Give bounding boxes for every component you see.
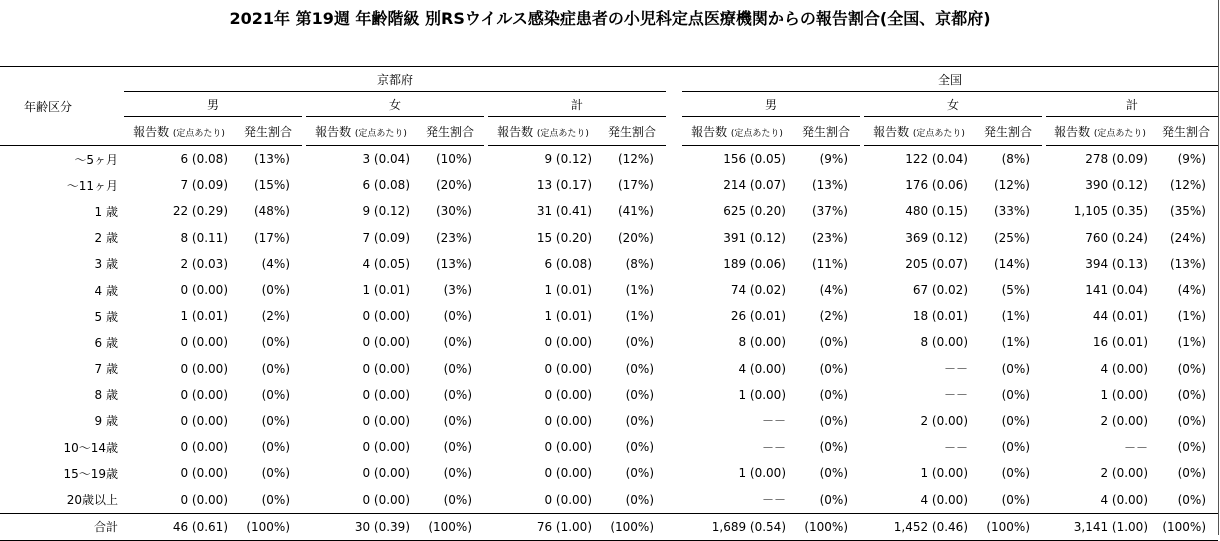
- count-cell: 76 (1.00): [488, 513, 598, 540]
- total-label: 合計: [0, 513, 124, 540]
- rate-cell: (17%): [253, 230, 290, 245]
- count-cell: 4 (0.00): [738, 361, 786, 376]
- rate-cell: (100%): [234, 513, 302, 540]
- subheader-count-label: 報告数: [497, 124, 534, 139]
- rate-cell: (0%): [443, 361, 472, 376]
- rate-cell: (0%): [625, 492, 654, 507]
- count-cell: 1,105 (0.35): [1073, 204, 1148, 219]
- rate-cell: (0%): [1001, 413, 1030, 428]
- table-row: [0, 303, 1218, 329]
- rate-cell: (13%): [435, 256, 472, 271]
- count-cell: 1 (0.01): [544, 283, 592, 298]
- count-cell: 2 (0.00): [1100, 466, 1148, 481]
- count-cell: 6 (0.08): [180, 152, 228, 167]
- count-cell: 4 (0.00): [920, 492, 968, 507]
- rate-cell: (48%): [253, 204, 290, 219]
- sex-header-kyoto-total: 計: [488, 92, 666, 117]
- count-cell: －－: [761, 493, 786, 508]
- count-cell: 1 (0.00): [1100, 387, 1148, 402]
- rate-cell: (20%): [617, 230, 654, 245]
- rate-cell: (100%): [974, 513, 1042, 540]
- count-cell: 0 (0.00): [362, 492, 410, 507]
- count-cell: 4 (0.00): [1100, 361, 1148, 376]
- rate-cell: (0%): [443, 413, 472, 428]
- count-cell: 176 (0.06): [905, 178, 968, 193]
- count-cell: 0 (0.00): [362, 387, 410, 402]
- count-cell: 189 (0.06): [723, 256, 786, 271]
- count-cell: 0 (0.00): [362, 361, 410, 376]
- rate-cell: (10%): [435, 152, 472, 167]
- count-cell: 46 (0.61): [124, 513, 234, 540]
- subheader-count: [306, 117, 416, 146]
- sex-header-kyoto-male: 男: [124, 92, 302, 117]
- rate-cell: (1%): [1001, 335, 1030, 350]
- rate-cell: (3%): [443, 283, 472, 298]
- rate-cell: (12%): [993, 178, 1030, 193]
- count-cell: －－: [761, 414, 786, 429]
- rate-cell: (0%): [1001, 466, 1030, 481]
- rate-cell: (0%): [625, 387, 654, 402]
- rate-cell: (0%): [1177, 492, 1206, 507]
- count-cell: 0 (0.00): [544, 440, 592, 455]
- subheader-rate: 発生割合: [792, 117, 860, 146]
- count-cell: 4 (0.05): [362, 256, 410, 271]
- count-cell: 0 (0.00): [180, 387, 228, 402]
- age-label: 5 歳: [94, 309, 118, 324]
- rate-cell: (0%): [261, 361, 290, 376]
- subheader-count-label: 報告数: [133, 124, 170, 139]
- count-cell: 44 (0.01): [1092, 309, 1148, 324]
- rate-cell: (0%): [443, 440, 472, 455]
- rate-cell: (8%): [1001, 152, 1030, 167]
- count-cell: 0 (0.00): [362, 413, 410, 428]
- count-cell: 22 (0.29): [172, 204, 228, 219]
- rsv-report-table: [0, 66, 1218, 541]
- rate-cell: (37%): [811, 204, 848, 219]
- count-cell: 0 (0.00): [362, 440, 410, 455]
- count-cell: 1,689 (0.54): [682, 513, 792, 540]
- subheader-per-label: (定点あたり): [536, 128, 589, 139]
- rate-cell: (1%): [1177, 309, 1206, 324]
- age-column-header: 年齢区分: [0, 67, 124, 146]
- rate-cell: (0%): [819, 440, 848, 455]
- subheader-rate: 発生割合: [416, 117, 484, 146]
- count-cell: 3,141 (1.00): [1046, 513, 1154, 540]
- count-cell: 0 (0.00): [180, 335, 228, 350]
- count-cell: 1 (0.00): [738, 387, 786, 402]
- rate-cell: (41%): [617, 204, 654, 219]
- count-cell: 2 (0.00): [920, 413, 968, 428]
- rate-cell: (0%): [443, 309, 472, 324]
- table-row: [0, 486, 1218, 513]
- rate-cell: (0%): [261, 466, 290, 481]
- table-row: [0, 382, 1218, 408]
- rate-cell: (1%): [1177, 335, 1206, 350]
- count-cell: 6 (0.08): [362, 178, 410, 193]
- subheader-rate: 発生割合: [1154, 117, 1218, 146]
- subheader-count: [488, 117, 598, 146]
- count-cell: 0 (0.00): [180, 361, 228, 376]
- rate-cell: (30%): [435, 204, 472, 219]
- subheader-rate: 発生割合: [234, 117, 302, 146]
- rate-cell: (0%): [1001, 440, 1030, 455]
- count-cell: 625 (0.20): [723, 204, 786, 219]
- age-label: 8 歳: [94, 388, 118, 403]
- count-cell: －－: [943, 388, 968, 403]
- rate-cell: (4%): [1177, 283, 1206, 298]
- rate-cell: (0%): [819, 361, 848, 376]
- rate-cell: (0%): [1177, 440, 1206, 455]
- table-row: [0, 277, 1218, 303]
- rate-cell: (5%): [1001, 283, 1030, 298]
- count-cell: 394 (0.13): [1085, 256, 1148, 271]
- count-cell: 9 (0.12): [362, 204, 410, 219]
- table-row: [0, 434, 1218, 460]
- subheader-per-label: (定点あたり): [912, 128, 965, 139]
- count-cell: 0 (0.00): [362, 309, 410, 324]
- subheader-per-label: (定点あたり): [730, 128, 783, 139]
- subheader-rate: 発生割合: [974, 117, 1042, 146]
- count-cell: 6 (0.08): [544, 256, 592, 271]
- count-cell: 0 (0.00): [180, 466, 228, 481]
- count-cell: 0 (0.00): [544, 466, 592, 481]
- age-label: 9 歳: [94, 414, 118, 429]
- rate-cell: (13%): [253, 152, 290, 167]
- count-cell: 7 (0.09): [362, 230, 410, 245]
- rate-cell: (0%): [1177, 361, 1206, 376]
- rate-cell: (9%): [819, 152, 848, 167]
- rate-cell: (23%): [435, 230, 472, 245]
- rate-cell: (100%): [1154, 513, 1218, 540]
- rate-cell: (0%): [625, 466, 654, 481]
- count-cell: 0 (0.00): [544, 387, 592, 402]
- rate-cell: (13%): [1169, 256, 1206, 271]
- subheader-count-label: 報告数: [873, 124, 910, 139]
- count-cell: 4 (0.00): [1100, 492, 1148, 507]
- count-cell: 1 (0.01): [362, 283, 410, 298]
- subheader-count: [682, 117, 792, 146]
- count-cell: 18 (0.01): [912, 309, 968, 324]
- count-cell: 74 (0.02): [730, 283, 786, 298]
- count-cell: 8 (0.00): [738, 335, 786, 350]
- count-cell: 0 (0.00): [180, 440, 228, 455]
- rate-cell: (0%): [261, 440, 290, 455]
- subheader-count-label: 報告数: [691, 124, 728, 139]
- count-cell: 8 (0.00): [920, 335, 968, 350]
- table-row: [0, 146, 1218, 173]
- count-cell: 0 (0.00): [544, 361, 592, 376]
- count-cell: 141 (0.04): [1085, 283, 1148, 298]
- rate-cell: (0%): [1177, 413, 1206, 428]
- rate-cell: (1%): [1001, 309, 1030, 324]
- count-cell: 1 (0.00): [920, 466, 968, 481]
- count-cell: 7 (0.09): [180, 178, 228, 193]
- subheader-per-label: (定点あたり): [1093, 128, 1146, 139]
- rate-cell: (100%): [416, 513, 484, 540]
- count-cell: 2 (0.00): [1100, 413, 1148, 428]
- count-cell: －－: [943, 440, 968, 455]
- count-cell: 0 (0.00): [180, 492, 228, 507]
- frame-border: [1218, 0, 1219, 535]
- rate-cell: (0%): [819, 466, 848, 481]
- age-label: ～11ヶ月: [66, 178, 118, 193]
- rate-cell: (0%): [261, 387, 290, 402]
- count-cell: 278 (0.09): [1085, 152, 1148, 167]
- age-label: 2 歳: [94, 231, 118, 246]
- count-cell: 0 (0.00): [362, 466, 410, 481]
- count-cell: 3 (0.04): [362, 152, 410, 167]
- rate-cell: (8%): [625, 256, 654, 271]
- count-cell: 1,452 (0.46): [864, 513, 974, 540]
- rate-cell: (15%): [253, 178, 290, 193]
- rate-cell: (100%): [598, 513, 666, 540]
- count-cell: 9 (0.12): [544, 152, 592, 167]
- rate-cell: (0%): [261, 283, 290, 298]
- rate-cell: (0%): [1001, 492, 1030, 507]
- count-cell: 122 (0.04): [905, 152, 968, 167]
- sex-header-national-total: 計: [1046, 92, 1218, 117]
- rate-cell: (0%): [261, 492, 290, 507]
- rate-cell: (0%): [625, 413, 654, 428]
- count-cell: －－: [943, 362, 968, 377]
- rate-cell: (9%): [1177, 152, 1206, 167]
- count-cell: 0 (0.00): [180, 283, 228, 298]
- age-label: 7 歳: [94, 362, 118, 377]
- count-cell: 26 (0.01): [730, 309, 786, 324]
- count-cell: 2 (0.03): [180, 256, 228, 271]
- count-cell: －－: [1123, 440, 1148, 455]
- rate-cell: (2%): [819, 309, 848, 324]
- count-cell: 15 (0.20): [536, 230, 592, 245]
- age-label: ～5ヶ月: [74, 152, 118, 167]
- rate-cell: (0%): [625, 440, 654, 455]
- rate-cell: (25%): [993, 230, 1030, 245]
- rate-cell: (0%): [625, 361, 654, 376]
- sex-header-kyoto-female: 女: [306, 92, 484, 117]
- age-label: 4 歳: [94, 283, 118, 298]
- rate-cell: (0%): [1001, 387, 1030, 402]
- rate-cell: (100%): [792, 513, 860, 540]
- count-cell: 0 (0.00): [544, 335, 592, 350]
- rate-cell: (35%): [1169, 204, 1206, 219]
- table-row: [0, 460, 1218, 486]
- sex-header-national-female: 女: [864, 92, 1042, 117]
- count-cell: 391 (0.12): [723, 230, 786, 245]
- table-row: [0, 172, 1218, 198]
- count-cell: 1 (0.00): [738, 466, 786, 481]
- rate-cell: (33%): [993, 204, 1030, 219]
- table-row: [0, 251, 1218, 277]
- rate-cell: (0%): [443, 335, 472, 350]
- rate-cell: (4%): [261, 256, 290, 271]
- rate-cell: (1%): [625, 283, 654, 298]
- rate-cell: (24%): [1169, 230, 1206, 245]
- sex-header-national-male: 男: [682, 92, 860, 117]
- age-label: 10～14歳: [63, 440, 118, 455]
- count-cell: 30 (0.39): [306, 513, 416, 540]
- count-cell: 760 (0.24): [1085, 230, 1148, 245]
- rate-cell: (0%): [443, 466, 472, 481]
- count-cell: 31 (0.41): [536, 204, 592, 219]
- count-cell: 8 (0.11): [180, 230, 228, 245]
- count-cell: 0 (0.00): [544, 413, 592, 428]
- age-label: 20歳以上: [66, 493, 118, 508]
- table-row: [0, 329, 1218, 355]
- rate-cell: (0%): [1177, 387, 1206, 402]
- table-row: [0, 408, 1218, 434]
- rate-cell: (0%): [819, 413, 848, 428]
- region-header-kyoto: 京都府: [124, 67, 666, 92]
- subheader-count: [864, 117, 974, 146]
- rate-cell: (0%): [261, 413, 290, 428]
- subheader-rate: 発生割合: [598, 117, 666, 146]
- count-cell: 1 (0.01): [180, 309, 228, 324]
- count-cell: 214 (0.07): [723, 178, 786, 193]
- rate-cell: (0%): [625, 335, 654, 350]
- rate-cell: (0%): [261, 335, 290, 350]
- rate-cell: (0%): [819, 387, 848, 402]
- count-cell: 16 (0.01): [1092, 335, 1148, 350]
- rate-cell: (1%): [625, 309, 654, 324]
- count-cell: 156 (0.05): [723, 152, 786, 167]
- region-header-national: 全国: [682, 67, 1218, 92]
- table-row: [0, 198, 1218, 224]
- rate-cell: (0%): [443, 387, 472, 402]
- count-cell: 67 (0.02): [912, 283, 968, 298]
- subheader-per-label: (定点あたり): [172, 128, 225, 139]
- count-cell: 0 (0.00): [180, 413, 228, 428]
- rate-cell: (12%): [1169, 178, 1206, 193]
- rate-cell: (11%): [811, 256, 848, 271]
- count-cell: 0 (0.00): [544, 492, 592, 507]
- rate-cell: (2%): [261, 309, 290, 324]
- count-cell: －－: [761, 440, 786, 455]
- total-row: [0, 513, 1218, 540]
- rate-cell: (0%): [1177, 466, 1206, 481]
- count-cell: 480 (0.15): [905, 204, 968, 219]
- rate-cell: (0%): [819, 492, 848, 507]
- rate-cell: (4%): [819, 283, 848, 298]
- rate-cell: (13%): [811, 178, 848, 193]
- count-cell: 369 (0.12): [905, 230, 968, 245]
- subheader-per-label: (定点あたり): [354, 128, 407, 139]
- count-cell: 1 (0.01): [544, 309, 592, 324]
- rate-cell: (0%): [1001, 361, 1030, 376]
- rate-cell: (17%): [617, 178, 654, 193]
- subheader-count-label: 報告数: [315, 124, 352, 139]
- count-cell: 0 (0.00): [362, 335, 410, 350]
- subheader-count: [124, 117, 234, 146]
- rate-cell: (23%): [811, 230, 848, 245]
- page-title: 2021年 第19週 年齢階級 別RSウイルス感染症患者の小児科定点医療機関からの報告割合(全国、京都府): [229, 9, 991, 28]
- rate-cell: (20%): [435, 178, 472, 193]
- subheader-count-label: 報告数: [1054, 124, 1091, 139]
- count-cell: 390 (0.12): [1085, 178, 1148, 193]
- age-label: 1 歳: [94, 204, 118, 219]
- age-label: 6 歳: [94, 335, 118, 350]
- rate-cell: (12%): [617, 152, 654, 167]
- table-row: [0, 356, 1218, 382]
- table-row: [0, 225, 1218, 251]
- rate-cell: (14%): [993, 256, 1030, 271]
- count-cell: 205 (0.07): [905, 256, 968, 271]
- rate-cell: (0%): [819, 335, 848, 350]
- count-cell: 13 (0.17): [536, 178, 592, 193]
- age-label: 3 歳: [94, 257, 118, 272]
- age-label: 15～19歳: [63, 466, 118, 481]
- rate-cell: (0%): [443, 492, 472, 507]
- subheader-count: [1046, 117, 1154, 146]
